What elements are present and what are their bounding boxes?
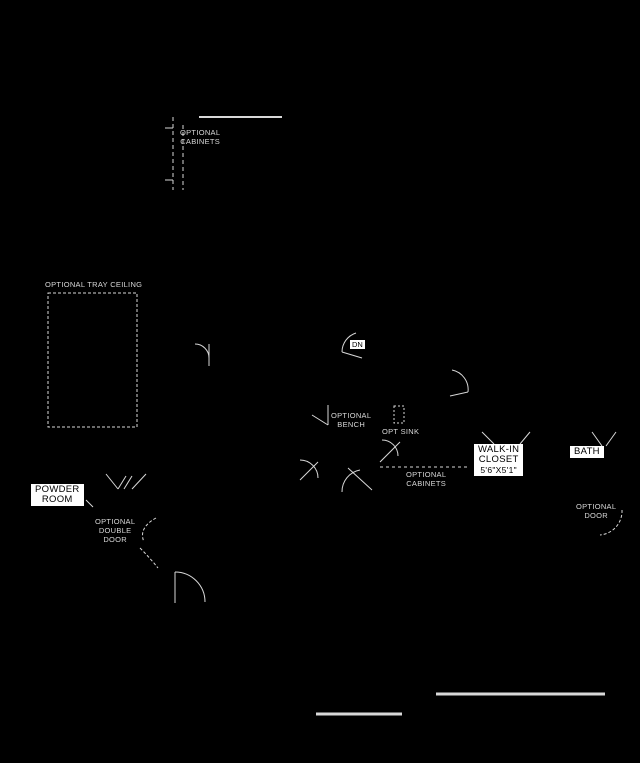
label-line: DOOR <box>584 511 609 520</box>
label-line: CABINETS <box>406 479 447 488</box>
label-line: CABINETS <box>180 137 221 146</box>
opt-sink-fixture <box>394 406 404 423</box>
bench-corner <box>312 405 328 425</box>
door-swing-mid <box>342 468 372 492</box>
label-line: OPTIONAL <box>576 502 617 511</box>
bath-door-lines <box>592 432 616 446</box>
optional-door-label <box>576 502 616 520</box>
label-line: DOUBLE <box>98 526 132 535</box>
room-dimension: 5'6"X5'1" <box>480 465 517 475</box>
label-line: OPTIONAL <box>95 517 136 526</box>
closet-door-lines <box>482 432 530 444</box>
label-line: DOOR <box>103 535 128 544</box>
room-line: ROOM <box>41 494 73 505</box>
powder-room-tag <box>31 484 84 506</box>
tray-ceiling-outline <box>48 293 137 427</box>
label-line: OPTIONAL <box>180 128 221 137</box>
optional-tray-ceiling-label: OPTIONAL TRAY CEILING <box>45 280 143 289</box>
optional-double-door-label <box>95 517 135 544</box>
optional-cabinets-top-label <box>180 128 220 146</box>
double-door-swing <box>140 518 158 568</box>
walk-in-closet-tag <box>474 444 523 476</box>
door-pair-center <box>380 440 470 467</box>
optional-bench-label <box>331 411 371 429</box>
label-line: OPTIONAL <box>331 411 372 420</box>
powder-room-door <box>86 474 146 507</box>
door-swing-mid-left <box>300 460 318 480</box>
room-line: WALK-IN <box>478 444 520 455</box>
room-line: POWDER <box>35 484 80 495</box>
bath-tag: BATH <box>570 446 604 458</box>
label-line: BENCH <box>337 420 366 429</box>
optional-cabinets-mid-label <box>406 470 446 488</box>
entry-door-swing <box>175 572 205 603</box>
opt-sink-label: OPT SINK <box>382 427 420 436</box>
door-swing-left-center <box>195 344 209 366</box>
dn-stair-tag: DN <box>352 340 363 349</box>
label-line: OPTIONAL <box>406 470 447 479</box>
room-line: CLOSET <box>478 454 519 465</box>
door-swing-right <box>450 370 468 396</box>
